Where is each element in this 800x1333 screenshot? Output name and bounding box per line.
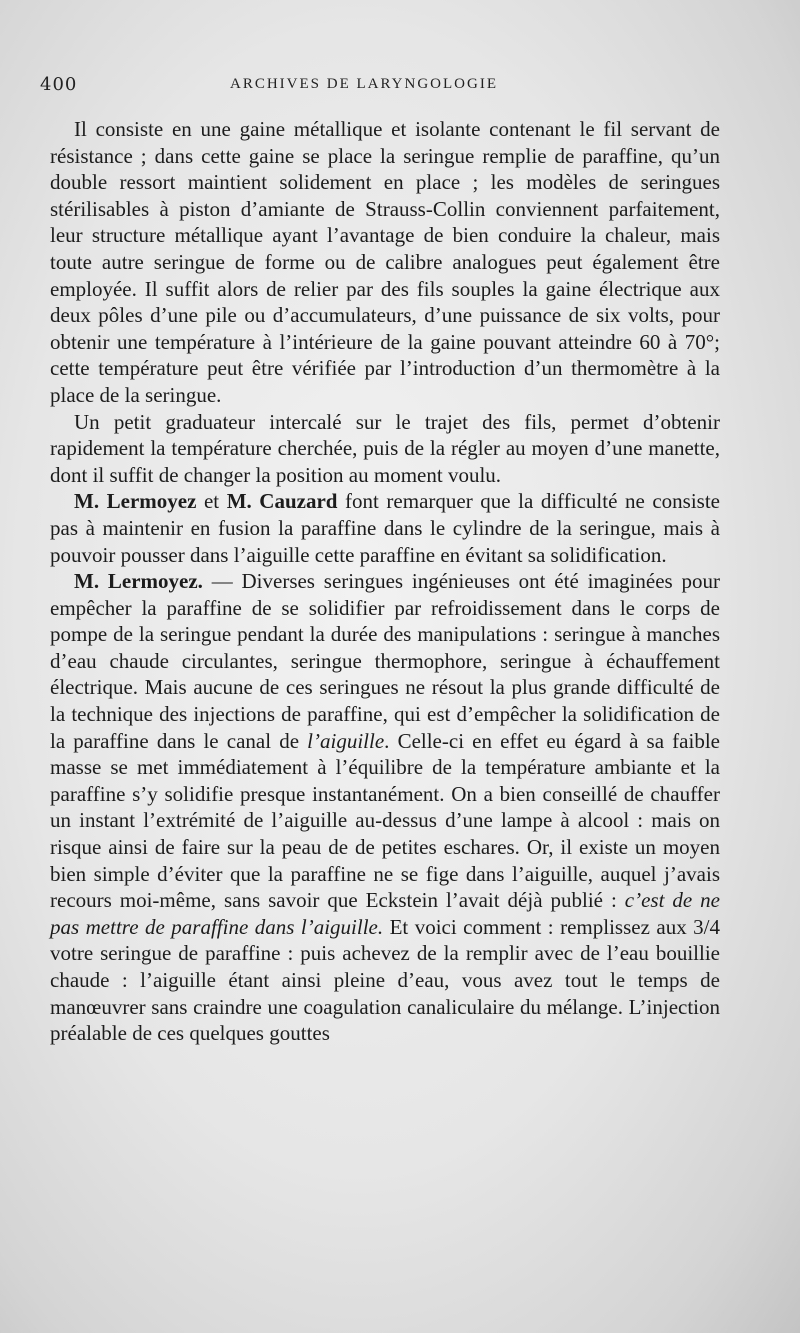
paragraph-text: Et voici comment : remplissez aux 3/4 votre seringue de paraffine : puis achevez de la remplir avec de l’eau bouillie chaude : l’aiguille étant ainsi pleine d’eau, vous avez tout le temps de manœuvrer sans craindre une coagulation canaliculaire du mélange. L’injection préalable de ces quelques gouttes	[50, 914, 720, 1046]
page-number: 400	[40, 74, 78, 95]
paragraph-text: font remarquer que la difficulté ne consiste pas à maintenir en fusion la paraffine dans le cylindre de la seringue, mais à pouvoir pousser dans l’aiguille cette paraffine en évitant sa solidification.	[50, 489, 720, 567]
speaker-name: M. Lermoyez.	[74, 569, 203, 594]
paragraph-lermoyez-response	[50, 568, 720, 1047]
italic-emphasis: c’est de ne pas mettre de paraffine dans l’aiguille.	[50, 888, 720, 939]
speaker-name: M. Lermoyez	[74, 489, 197, 514]
speaker-name: M. Cauzard	[226, 489, 338, 514]
running-head	[40, 74, 740, 98]
body-text	[50, 116, 720, 1047]
journal-title: ARCHIVES DE LARYNGOLOGIE	[230, 76, 498, 92]
paragraph-gaine-description: Il consiste en une gaine métallique et isolante contenant le fil servant de résistance ; dans cette gaine se place la seringue remplie de paraffine, qu’un double ressort maintient solidement en place ; les modèles de seringues stérilisables à piston d’amiante de Strauss-Collin conviennent parfaitement, leur structure métallique ayant l’avantage de bien conduire la chaleur, mais toute autre seringue de forme ou de calibre analogues peut également être employée. Il suffit alors de relier par des fils souples la gaine électrique aux deux pôles d’une pile ou d’accumulateurs, d’une puissance de six volts, pour obtenir une température à l’intérieure de la gaine pouvant atteindre 60 à 70°; cette température peut être vérifiée par l’introduction d’un thermomètre à la place de la seringue.	[50, 117, 720, 407]
italic-text: l’aiguille	[307, 728, 385, 753]
paragraph-remark-lermoyez-cauzard	[50, 488, 720, 568]
connector-text: et	[196, 489, 227, 514]
paragraph-text: . Celle-ci en effet eu égard à sa faible masse se met immédiatement à l’équilibre de la température ambiante et la paraffine s’y solidifie presque instantanément. On a bien conseillé de chauffer un instant l’extrémité de l’aiguille au-dessus d’une lampe à alcool : mais on risque ainsi de faire sur la peau de de petites eschares. Or, il existe un moyen bien simple d’éviter que la paraffine ne se fige dans l’aiguille, auquel j’avais recours moi-même, sans savoir que Eckstein l’avait déjà publié :	[50, 728, 720, 913]
paragraph-text: — Diverses seringues ingénieuses ont été imaginées pour empêcher la paraffine de se solidifier par refroidissement dans le corps de pompe de la seringue pendant la durée des manipulations : seringue à manches d’eau chaude circulantes, seringue thermophore, seringue à échauffement électrique. Mais aucune de ces seringues ne résout la plus grande difficulté de la technique des injections de paraffine, qui est d’empêcher la solidification de la paraffine dans le canal de	[50, 569, 720, 753]
paragraph-graduateur: Un petit graduateur intercalé sur le trajet des fils, permet d’obtenir rapidement la température cherchée, puis de la régler au moyen d’une manette, dont il suffit de changer la position au moment voulu.	[50, 409, 720, 487]
